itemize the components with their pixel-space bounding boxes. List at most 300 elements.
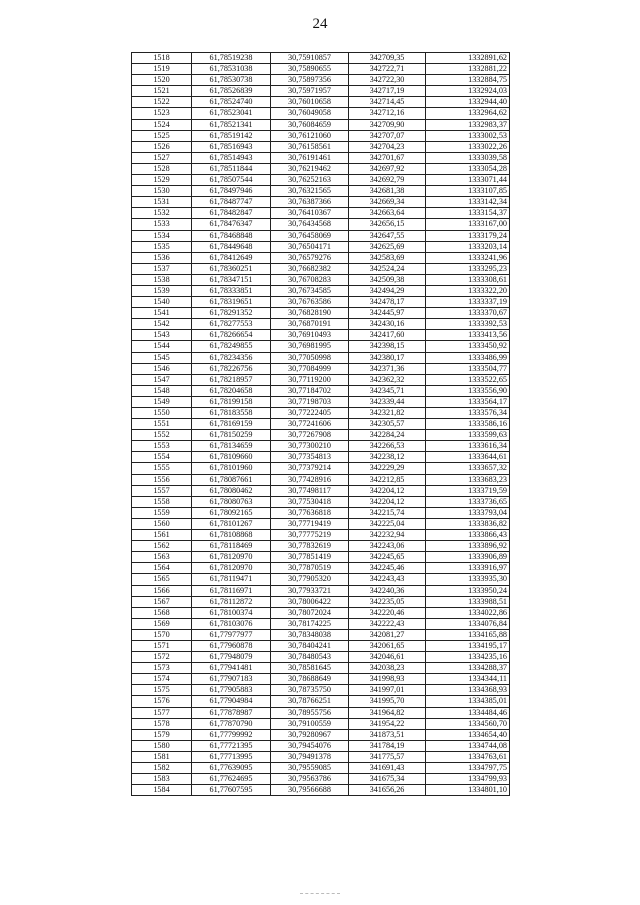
longitude-cell: 30,78480543	[271, 652, 349, 663]
latitude-cell: 61,78103076	[192, 618, 271, 629]
x-coordinate-cell: 342245,46	[349, 563, 426, 574]
longitude-cell: 30,78348038	[271, 629, 349, 640]
latitude-cell: 61,77870790	[192, 718, 271, 729]
table-row	[132, 652, 510, 663]
x-coordinate-cell: 342245,65	[349, 552, 426, 563]
x-coordinate-cell: 342709,90	[349, 119, 426, 130]
table-row	[132, 130, 510, 141]
latitude-cell: 61,78119471	[192, 574, 271, 585]
latitude-cell: 61,77713995	[192, 751, 271, 762]
latitude-cell: 61,77941481	[192, 663, 271, 674]
longitude-cell: 30,76219462	[271, 163, 349, 174]
latitude-cell: 61,78511844	[192, 163, 271, 174]
table-row	[132, 474, 510, 485]
point-number-cell: 1561	[132, 530, 192, 541]
y-coordinate-cell: 1333039,58	[426, 152, 510, 163]
point-number-cell: 1532	[132, 208, 192, 219]
table-row	[132, 274, 510, 285]
latitude-cell: 61,78519142	[192, 130, 271, 141]
table-row	[132, 707, 510, 718]
y-coordinate-cell: 1333179,24	[426, 230, 510, 241]
latitude-cell: 61,78169159	[192, 419, 271, 430]
table-row	[132, 696, 510, 707]
y-coordinate-cell: 1334076,84	[426, 618, 510, 629]
table-row	[132, 75, 510, 86]
latitude-cell: 61,78226756	[192, 363, 271, 374]
y-coordinate-cell: 1334288,37	[426, 663, 510, 674]
table-row	[132, 552, 510, 563]
latitude-cell: 61,78092165	[192, 507, 271, 518]
x-coordinate-cell: 342339,44	[349, 396, 426, 407]
table-row	[132, 119, 510, 130]
x-coordinate-cell: 342321,82	[349, 408, 426, 419]
x-coordinate-cell: 342717,19	[349, 86, 426, 97]
x-coordinate-cell: 342707,07	[349, 130, 426, 141]
point-number-cell: 1574	[132, 674, 192, 685]
longitude-cell: 30,76252163	[271, 175, 349, 186]
point-number-cell: 1578	[132, 718, 192, 729]
y-coordinate-cell: 1332964,62	[426, 108, 510, 119]
point-number-cell: 1538	[132, 274, 192, 285]
x-coordinate-cell: 341784,19	[349, 740, 426, 751]
longitude-cell: 30,78688649	[271, 674, 349, 685]
coordinates-table	[131, 52, 510, 796]
y-coordinate-cell: 1333836,82	[426, 518, 510, 529]
y-coordinate-cell: 1333486,99	[426, 352, 510, 363]
x-coordinate-cell: 341873,51	[349, 729, 426, 740]
y-coordinate-cell: 1334763,61	[426, 751, 510, 762]
x-coordinate-cell: 342524,24	[349, 263, 426, 274]
table-row	[132, 285, 510, 296]
table-row	[132, 263, 510, 274]
latitude-cell: 61,78134659	[192, 441, 271, 452]
table-row	[132, 141, 510, 152]
table-row	[132, 108, 510, 119]
y-coordinate-cell: 1333950,24	[426, 585, 510, 596]
latitude-cell: 61,78234356	[192, 352, 271, 363]
point-number-cell: 1550	[132, 408, 192, 419]
y-coordinate-cell: 1333322,20	[426, 285, 510, 296]
y-coordinate-cell: 1334022,86	[426, 607, 510, 618]
longitude-cell: 30,77933721	[271, 585, 349, 596]
x-coordinate-cell: 342212,85	[349, 474, 426, 485]
x-coordinate-cell: 342204,12	[349, 496, 426, 507]
point-number-cell: 1572	[132, 652, 192, 663]
point-number-cell: 1541	[132, 308, 192, 319]
y-coordinate-cell: 1334797,75	[426, 763, 510, 774]
table-row	[132, 297, 510, 308]
y-coordinate-cell: 1333988,51	[426, 596, 510, 607]
x-coordinate-cell: 342697,92	[349, 163, 426, 174]
x-coordinate-cell: 342692,79	[349, 175, 426, 186]
x-coordinate-cell: 342417,60	[349, 330, 426, 341]
longitude-cell: 30,76579276	[271, 252, 349, 263]
point-number-cell: 1581	[132, 751, 192, 762]
x-coordinate-cell: 342509,38	[349, 274, 426, 285]
point-number-cell: 1580	[132, 740, 192, 751]
table-row	[132, 574, 510, 585]
x-coordinate-cell: 342229,29	[349, 463, 426, 474]
y-coordinate-cell: 1333644,61	[426, 452, 510, 463]
x-coordinate-cell: 341995,70	[349, 696, 426, 707]
y-coordinate-cell: 1333308,61	[426, 274, 510, 285]
x-coordinate-cell: 342398,15	[349, 341, 426, 352]
table-row	[132, 718, 510, 729]
point-number-cell: 1567	[132, 596, 192, 607]
longitude-cell: 30,76734585	[271, 285, 349, 296]
point-number-cell: 1560	[132, 518, 192, 529]
latitude-cell: 61,78112872	[192, 596, 271, 607]
latitude-cell: 61,78118469	[192, 541, 271, 552]
y-coordinate-cell: 1332891,62	[426, 53, 510, 64]
x-coordinate-cell: 342204,12	[349, 485, 426, 496]
y-coordinate-cell: 1333054,28	[426, 163, 510, 174]
longitude-cell: 30,79491378	[271, 751, 349, 762]
longitude-cell: 30,79566688	[271, 785, 349, 796]
latitude-cell: 61,78497946	[192, 186, 271, 197]
point-number-cell: 1579	[132, 729, 192, 740]
x-coordinate-cell: 342235,05	[349, 596, 426, 607]
latitude-cell: 61,78482847	[192, 208, 271, 219]
table-row	[132, 241, 510, 252]
x-coordinate-cell: 342081,27	[349, 629, 426, 640]
y-coordinate-cell: 1334654,40	[426, 729, 510, 740]
longitude-cell: 30,77241606	[271, 419, 349, 430]
table-row	[132, 618, 510, 629]
longitude-cell: 30,79280967	[271, 729, 349, 740]
longitude-cell: 30,76410367	[271, 208, 349, 219]
latitude-cell: 61,78087661	[192, 474, 271, 485]
longitude-cell: 30,77530418	[271, 496, 349, 507]
x-coordinate-cell: 342038,23	[349, 663, 426, 674]
table-row	[132, 219, 510, 230]
table-row	[132, 518, 510, 529]
point-number-cell: 1536	[132, 252, 192, 263]
y-coordinate-cell: 1333793,04	[426, 507, 510, 518]
y-coordinate-cell: 1333071,44	[426, 175, 510, 186]
longitude-cell: 30,76763586	[271, 297, 349, 308]
longitude-cell: 30,78404241	[271, 640, 349, 651]
x-coordinate-cell: 342704,23	[349, 141, 426, 152]
longitude-cell: 30,75890655	[271, 64, 349, 75]
point-number-cell: 1551	[132, 419, 192, 430]
x-coordinate-cell: 342266,53	[349, 441, 426, 452]
point-number-cell: 1576	[132, 696, 192, 707]
longitude-cell: 30,76049058	[271, 108, 349, 119]
point-number-cell: 1548	[132, 385, 192, 396]
y-coordinate-cell: 1334799,93	[426, 774, 510, 785]
point-number-cell: 1547	[132, 374, 192, 385]
x-coordinate-cell: 342714,45	[349, 97, 426, 108]
longitude-cell: 30,76434568	[271, 219, 349, 230]
x-coordinate-cell: 341675,34	[349, 774, 426, 785]
y-coordinate-cell: 1333413,56	[426, 330, 510, 341]
longitude-cell: 30,75971957	[271, 86, 349, 97]
y-coordinate-cell: 1333916,97	[426, 563, 510, 574]
y-coordinate-cell: 1334344,11	[426, 674, 510, 685]
table-row	[132, 252, 510, 263]
x-coordinate-cell: 342647,55	[349, 230, 426, 241]
table-row	[132, 663, 510, 674]
longitude-cell: 30,76121060	[271, 130, 349, 141]
y-coordinate-cell: 1334368,93	[426, 685, 510, 696]
longitude-cell: 30,78581645	[271, 663, 349, 674]
y-coordinate-cell: 1333370,67	[426, 308, 510, 319]
point-number-cell: 1540	[132, 297, 192, 308]
y-coordinate-cell: 1333142,34	[426, 197, 510, 208]
table-row	[132, 430, 510, 441]
x-coordinate-cell: 342238,12	[349, 452, 426, 463]
point-number-cell: 1529	[132, 175, 192, 186]
y-coordinate-cell: 1333719,59	[426, 485, 510, 496]
longitude-cell: 30,77905320	[271, 574, 349, 585]
longitude-cell: 30,78174225	[271, 618, 349, 629]
x-coordinate-cell: 342046,61	[349, 652, 426, 663]
latitude-cell: 61,78120970	[192, 552, 271, 563]
latitude-cell: 61,78150259	[192, 430, 271, 441]
latitude-cell: 61,78199158	[192, 396, 271, 407]
x-coordinate-cell: 342220,46	[349, 607, 426, 618]
x-coordinate-cell: 342478,17	[349, 297, 426, 308]
x-coordinate-cell: 341954,22	[349, 718, 426, 729]
table-row	[132, 197, 510, 208]
x-coordinate-cell: 342225,04	[349, 518, 426, 529]
point-number-cell: 1525	[132, 130, 192, 141]
point-number-cell: 1564	[132, 563, 192, 574]
latitude-cell: 61,78476347	[192, 219, 271, 230]
y-coordinate-cell: 1333002,53	[426, 130, 510, 141]
x-coordinate-cell: 342305,57	[349, 419, 426, 430]
point-number-cell: 1519	[132, 64, 192, 75]
latitude-cell: 61,78487747	[192, 197, 271, 208]
point-number-cell: 1544	[132, 341, 192, 352]
longitude-cell: 30,75910857	[271, 53, 349, 64]
y-coordinate-cell: 1333450,92	[426, 341, 510, 352]
longitude-cell: 30,78006422	[271, 596, 349, 607]
longitude-cell: 30,77775219	[271, 530, 349, 541]
point-number-cell: 1577	[132, 707, 192, 718]
x-coordinate-cell: 342701,67	[349, 152, 426, 163]
point-number-cell: 1583	[132, 774, 192, 785]
y-coordinate-cell: 1332983,37	[426, 119, 510, 130]
table-row	[132, 53, 510, 64]
table-row	[132, 175, 510, 186]
x-coordinate-cell: 342345,71	[349, 385, 426, 396]
table-row	[132, 396, 510, 407]
table-row	[132, 530, 510, 541]
latitude-cell: 61,78507544	[192, 175, 271, 186]
x-coordinate-cell: 342430,16	[349, 319, 426, 330]
y-coordinate-cell: 1333241,96	[426, 252, 510, 263]
y-coordinate-cell: 1333906,89	[426, 552, 510, 563]
longitude-cell: 30,76870191	[271, 319, 349, 330]
longitude-cell: 30,78766251	[271, 696, 349, 707]
longitude-cell: 30,76458069	[271, 230, 349, 241]
x-coordinate-cell: 342625,69	[349, 241, 426, 252]
latitude-cell: 61,78519238	[192, 53, 271, 64]
y-coordinate-cell: 1333576,34	[426, 408, 510, 419]
x-coordinate-cell: 342215,74	[349, 507, 426, 518]
point-number-cell: 1542	[132, 319, 192, 330]
point-number-cell: 1520	[132, 75, 192, 86]
point-number-cell: 1543	[132, 330, 192, 341]
y-coordinate-cell: 1332924,03	[426, 86, 510, 97]
latitude-cell: 61,77904984	[192, 696, 271, 707]
x-coordinate-cell: 342445,97	[349, 308, 426, 319]
longitude-cell: 30,76708283	[271, 274, 349, 285]
latitude-cell: 61,78120970	[192, 563, 271, 574]
longitude-cell: 30,79454076	[271, 740, 349, 751]
latitude-cell: 61,78218957	[192, 374, 271, 385]
x-coordinate-cell: 342722,30	[349, 75, 426, 86]
table-row	[132, 785, 510, 796]
point-number-cell: 1534	[132, 230, 192, 241]
table-row	[132, 97, 510, 108]
x-coordinate-cell: 342061,65	[349, 640, 426, 651]
y-coordinate-cell: 1333599,63	[426, 430, 510, 441]
longitude-cell: 30,77084999	[271, 363, 349, 374]
point-number-cell: 1531	[132, 197, 192, 208]
x-coordinate-cell: 342669,34	[349, 197, 426, 208]
table-row	[132, 441, 510, 452]
point-number-cell: 1533	[132, 219, 192, 230]
x-coordinate-cell: 342380,17	[349, 352, 426, 363]
longitude-cell: 30,77300210	[271, 441, 349, 452]
x-coordinate-cell: 341775,57	[349, 751, 426, 762]
table-row	[132, 186, 510, 197]
longitude-cell: 30,76387366	[271, 197, 349, 208]
table-row	[132, 385, 510, 396]
point-number-cell: 1555	[132, 463, 192, 474]
x-coordinate-cell: 342494,29	[349, 285, 426, 296]
point-number-cell: 1524	[132, 119, 192, 130]
point-number-cell: 1530	[132, 186, 192, 197]
y-coordinate-cell: 1333556,90	[426, 385, 510, 396]
footer-mark	[300, 893, 340, 894]
latitude-cell: 61,78183558	[192, 408, 271, 419]
table-row	[132, 230, 510, 241]
x-coordinate-cell: 342722,71	[349, 64, 426, 75]
point-number-cell: 1549	[132, 396, 192, 407]
x-coordinate-cell: 342243,43	[349, 574, 426, 585]
longitude-cell: 30,77832619	[271, 541, 349, 552]
point-number-cell: 1522	[132, 97, 192, 108]
longitude-cell: 30,78735750	[271, 685, 349, 696]
page-number: 24	[312, 16, 328, 32]
point-number-cell: 1518	[132, 53, 192, 64]
table-row	[132, 330, 510, 341]
longitude-cell: 30,76504171	[271, 241, 349, 252]
x-coordinate-cell: 341656,26	[349, 785, 426, 796]
longitude-cell: 30,76084659	[271, 119, 349, 130]
table-row	[132, 64, 510, 75]
y-coordinate-cell: 1333935,30	[426, 574, 510, 585]
table-row	[132, 374, 510, 385]
y-coordinate-cell: 1333657,32	[426, 463, 510, 474]
table-row	[132, 452, 510, 463]
table-row	[132, 152, 510, 163]
latitude-cell: 61,78516943	[192, 141, 271, 152]
y-coordinate-cell: 1333736,65	[426, 496, 510, 507]
point-number-cell: 1559	[132, 507, 192, 518]
longitude-cell: 30,77719419	[271, 518, 349, 529]
latitude-cell: 61,78101267	[192, 518, 271, 529]
longitude-cell: 30,78072024	[271, 607, 349, 618]
latitude-cell: 61,78530738	[192, 75, 271, 86]
point-number-cell: 1526	[132, 141, 192, 152]
y-coordinate-cell: 1334744,08	[426, 740, 510, 751]
longitude-cell: 30,76010658	[271, 97, 349, 108]
latitude-cell: 61,78412649	[192, 252, 271, 263]
latitude-cell: 61,78468848	[192, 230, 271, 241]
longitude-cell: 30,77050998	[271, 352, 349, 363]
y-coordinate-cell: 1333564,17	[426, 396, 510, 407]
latitude-cell: 61,77799992	[192, 729, 271, 740]
point-number-cell: 1565	[132, 574, 192, 585]
y-coordinate-cell: 1333392,53	[426, 319, 510, 330]
point-number-cell: 1569	[132, 618, 192, 629]
x-coordinate-cell: 342583,69	[349, 252, 426, 263]
latitude-cell: 61,78523041	[192, 108, 271, 119]
table-row	[132, 308, 510, 319]
x-coordinate-cell: 341964,82	[349, 707, 426, 718]
y-coordinate-cell: 1333866,43	[426, 530, 510, 541]
point-number-cell: 1557	[132, 485, 192, 496]
latitude-cell: 61,78116971	[192, 585, 271, 596]
point-number-cell: 1521	[132, 86, 192, 97]
latitude-cell: 61,78266654	[192, 330, 271, 341]
latitude-cell: 61,78100374	[192, 607, 271, 618]
latitude-cell: 61,78109660	[192, 452, 271, 463]
longitude-cell: 30,77498117	[271, 485, 349, 496]
latitude-cell: 61,78101960	[192, 463, 271, 474]
longitude-cell: 30,77379214	[271, 463, 349, 474]
x-coordinate-cell: 342240,36	[349, 585, 426, 596]
latitude-cell: 61,78360251	[192, 263, 271, 274]
y-coordinate-cell: 1333896,92	[426, 541, 510, 552]
latitude-cell: 61,78333851	[192, 285, 271, 296]
x-coordinate-cell: 342362,32	[349, 374, 426, 385]
point-number-cell: 1537	[132, 263, 192, 274]
table-row	[132, 496, 510, 507]
latitude-cell: 61,78524740	[192, 97, 271, 108]
longitude-cell: 30,76910493	[271, 330, 349, 341]
y-coordinate-cell: 1333683,23	[426, 474, 510, 485]
y-coordinate-cell: 1333107,85	[426, 186, 510, 197]
table-row	[132, 607, 510, 618]
latitude-cell: 61,77639095	[192, 763, 271, 774]
table-row	[132, 751, 510, 762]
point-number-cell: 1545	[132, 352, 192, 363]
table-row	[132, 163, 510, 174]
table-row	[132, 763, 510, 774]
y-coordinate-cell: 1333522,65	[426, 374, 510, 385]
point-number-cell: 1568	[132, 607, 192, 618]
point-number-cell: 1562	[132, 541, 192, 552]
latitude-cell: 61,77721395	[192, 740, 271, 751]
latitude-cell: 61,77948079	[192, 652, 271, 663]
table-row	[132, 629, 510, 640]
longitude-cell: 30,76981995	[271, 341, 349, 352]
longitude-cell: 30,77184702	[271, 385, 349, 396]
latitude-cell: 61,77977977	[192, 629, 271, 640]
coordinates-table-body	[132, 53, 510, 796]
y-coordinate-cell: 1333154,37	[426, 208, 510, 219]
longitude-cell: 30,77222405	[271, 408, 349, 419]
table-row	[132, 563, 510, 574]
table-row	[132, 674, 510, 685]
y-coordinate-cell: 1334195,17	[426, 640, 510, 651]
